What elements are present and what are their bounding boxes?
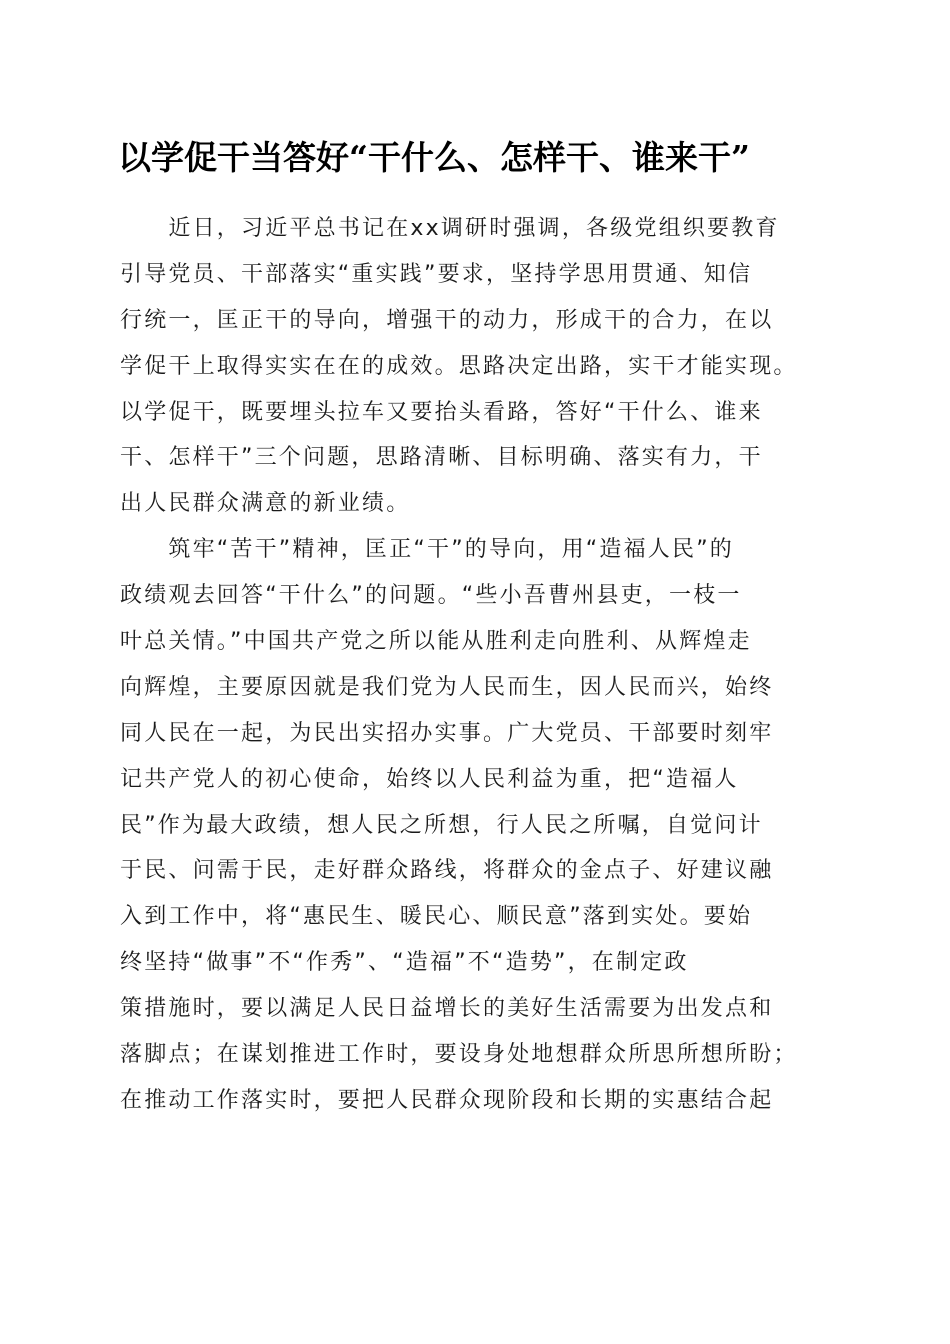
- text-line: 行统一，匡正干的导向，增强干的动力，形成干的合力，在以: [120, 307, 774, 333]
- text-line: 入到工作中，将“惠民生、暖民心、顺民意”落到实处。要始: [120, 904, 753, 930]
- text-line: 干、怎样干”三个问题，思路清晰、目标明确、落实有力，干: [120, 445, 763, 471]
- text-line: 同人民在一起，为民出实招办实事。广大党员、干部要时刻牢: [120, 720, 774, 746]
- document-body: [120, 206, 840, 1124]
- text-line: 策措施时，要以满足人民日益增长的美好生活需要为出发点和: [120, 996, 774, 1022]
- text-line: 在推动工作落实时，要把人民群众现阶段和长期的实惠结合起: [120, 1087, 774, 1113]
- text-line: 向辉煌，主要原因就是我们党为人民而生，因人民而兴，始终: [120, 674, 774, 700]
- document-title: 以学促干当答好“干什么、怎样干、谁来干”: [118, 138, 750, 177]
- text-line: 叶总关情。”中国共产党之所以能从胜利走向胜利、从辉煌走: [120, 629, 752, 655]
- text-line: 民”作为最大政绩，想人民之所想，行人民之所嘱，自觉问计: [120, 812, 763, 838]
- text-line: 筑牢“苦干”精神，匡正“干”的导向，用“造福人民”的: [120, 537, 734, 563]
- text-line: 学促干上取得实实在在的成效。思路决定出路，实干才能实现。: [120, 353, 798, 379]
- paragraph-2: [120, 527, 840, 1124]
- paragraph-1: [120, 206, 840, 527]
- text-line: 以学促干，既要埋头拉车又要抬头看路，答好“干什么、谁来: [120, 399, 763, 425]
- text-line: 于民、问需于民，走好群众路线，将群众的金点子、好建议融: [120, 858, 774, 884]
- text-line: 出人民群众满意的新业绩。: [120, 491, 411, 517]
- text-line: 近日，习近平总书记在xx调研时强调，各级党组织要教育: [120, 216, 780, 241]
- text-line: 引导党员、干部落实“重实践”要求，坚持学思用贯通、知信: [120, 261, 753, 287]
- text-line: 终坚持“做事”不“作秀”、“造福”不“造势”，在制定政: [120, 950, 689, 976]
- text-line: 落脚点；在谋划推进工作时，要设身处地想群众所思所想所盼；: [120, 1042, 798, 1068]
- text-line: 记共产党人的初心使命，始终以人民利益为重，把“造福人: [120, 766, 739, 792]
- text-line: 政绩观去回答“干什么”的问题。“些小吾曹州县吏，一枝一: [120, 583, 742, 609]
